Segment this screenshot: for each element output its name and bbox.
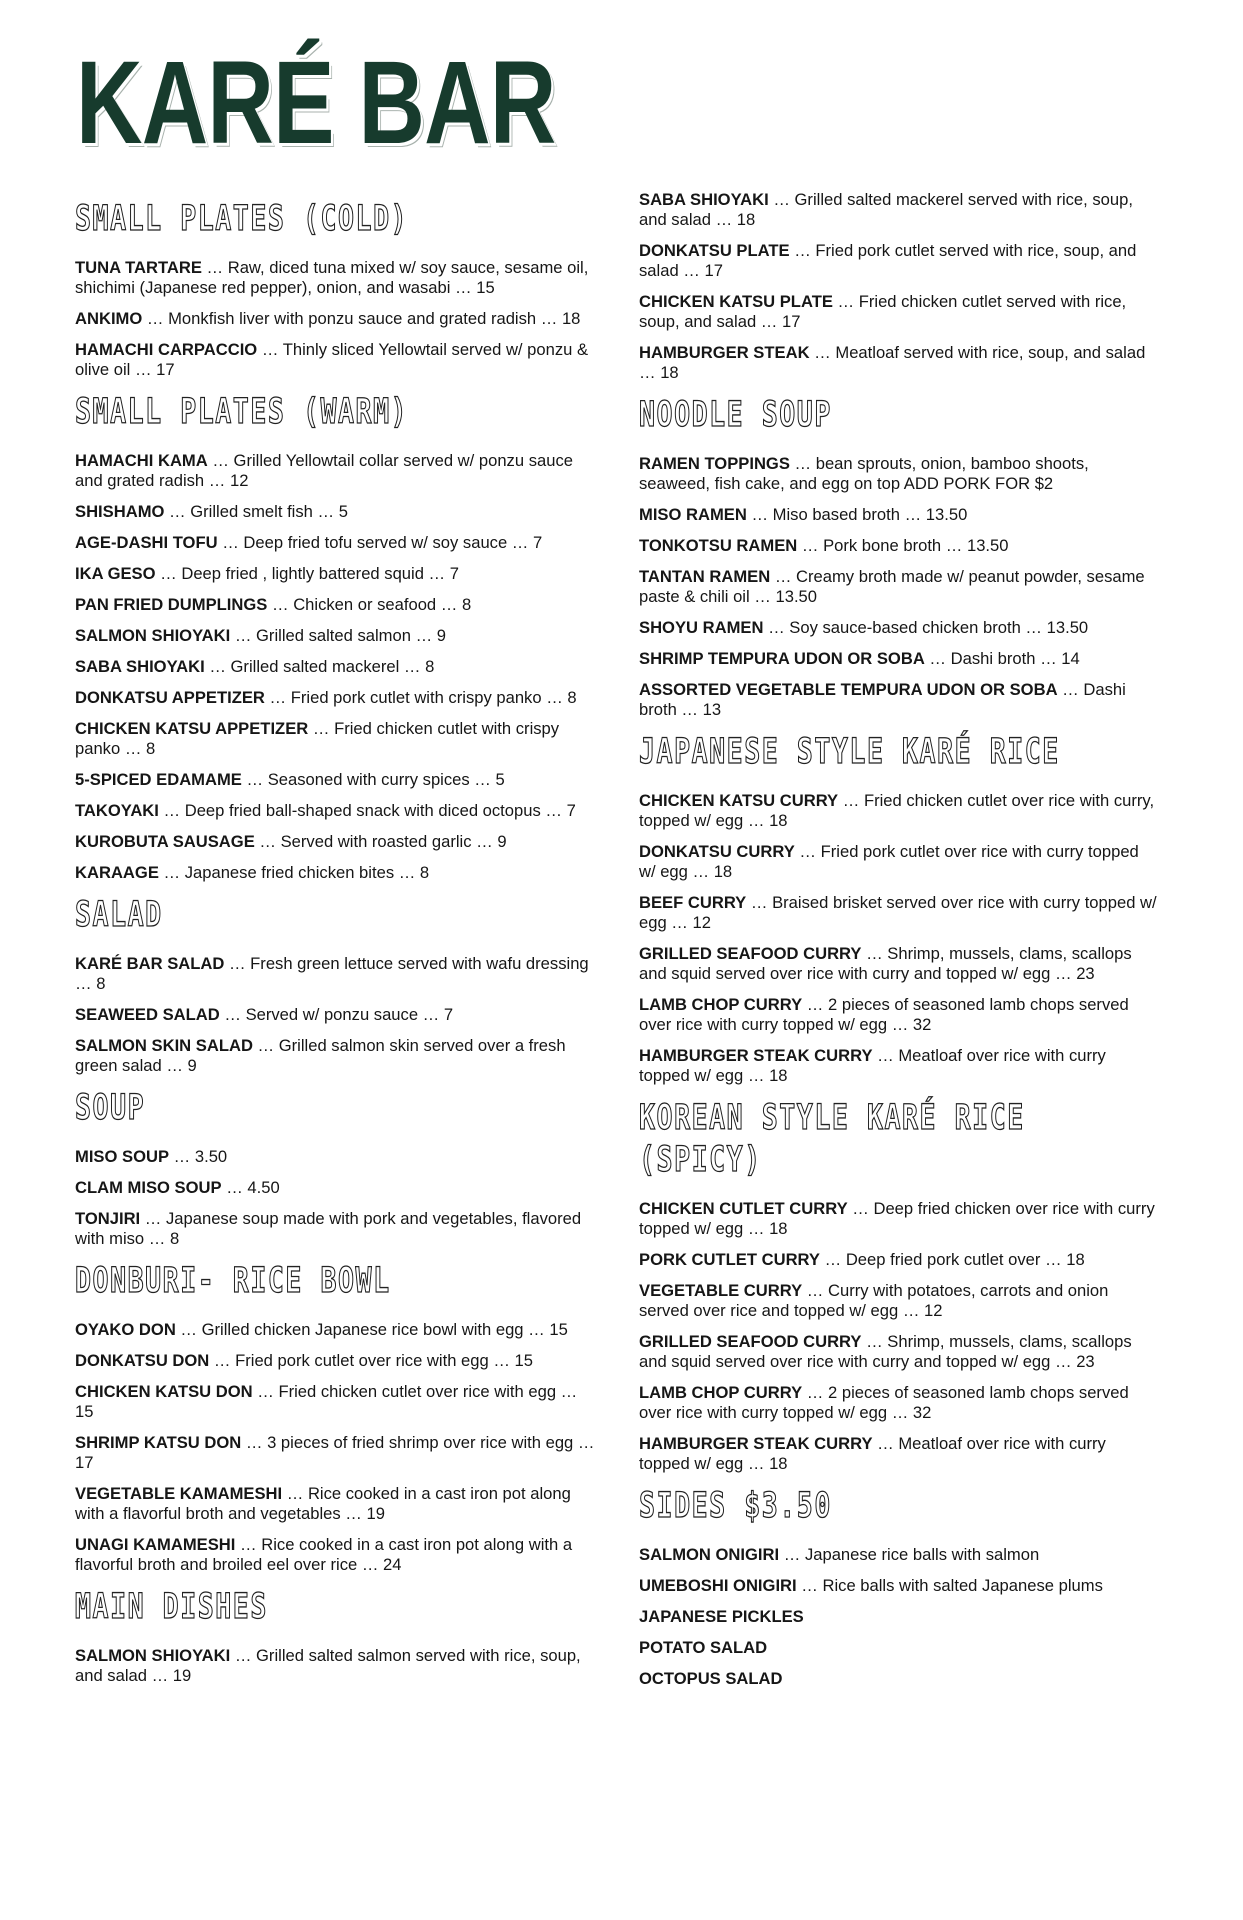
menu-item-name: CLAM MISO SOUP <box>75 1178 222 1197</box>
menu-item-name: KARÉ BAR SALAD <box>75 954 225 973</box>
menu-item-description: … Fried pork cutlet over rice with curry topped w/ egg … 18 <box>639 842 1139 881</box>
menu-item-description: … Meatloaf over rice with curry topped w/ egg … 18 <box>639 1434 1106 1473</box>
menu-item-description: … Grilled chicken Japanese rice bowl with egg … 15 <box>175 1320 568 1339</box>
section-heading-korean-style-kar-rice-spicy: KOREAN STYLE KARÉ RICE (SPICY) <box>639 1098 1025 1180</box>
menu-item-description: … Deep fried , lightly battered squid … 7 <box>155 564 459 583</box>
left-column <box>75 198 595 1697</box>
menu-item-description: … 2 pieces of seasoned lamb chops served over rice with curry topped w/ egg … 32 <box>639 995 1129 1034</box>
menu-item-description: … Deep fried pork cutlet over … 18 <box>820 1250 1085 1269</box>
menu-item-description: … Deep fried chicken over rice with curry topped w/ egg … 18 <box>639 1199 1155 1238</box>
menu-item-description: … Fried chicken cutlet served with rice, soup, and salad … 17 <box>639 292 1127 331</box>
menu-item <box>75 1646 595 1686</box>
menu-item-name: HAMACHI KAMA <box>75 451 208 470</box>
menu-item-name: SALMON SHIOYAKI <box>75 626 231 645</box>
menu-item <box>639 1545 1159 1565</box>
menu-item-description: … Grilled Yellowtail collar served w/ ponzu sauce and grated radish … 12 <box>75 451 573 490</box>
menu-item-name: AGE-DASHI TOFU <box>75 533 218 552</box>
menu-item-description: … Pork bone broth … 13.50 <box>797 536 1009 555</box>
menu-item <box>639 842 1159 882</box>
menu-item-description: … Deep fried tofu served w/ soy sauce … 7 <box>217 533 543 552</box>
menu-item-name: HAMACHI CARPACCIO <box>75 340 258 359</box>
menu-item-name: SHRIMP TEMPURA UDON OR SOBA <box>639 649 925 668</box>
menu-item-name: UNAGI KAMAMESHI <box>75 1535 236 1554</box>
menu-item <box>639 292 1159 332</box>
menu-item-name: HAMBURGER STEAK CURRY <box>639 1434 873 1453</box>
menu-item-description: … Fresh green lettuce served with wafu dressing … 8 <box>75 954 589 993</box>
menu-item <box>75 1320 595 1340</box>
menu-item-name: DONKATSU DON <box>75 1351 210 1370</box>
menu-item-name: TONKOTSU RAMEN <box>639 536 798 555</box>
menu-item-description: … Grilled smelt fish … 5 <box>164 502 348 521</box>
menu-item <box>75 1382 595 1422</box>
menu-item-name: CHICKEN KATSU CURRY <box>639 791 839 810</box>
menu-item-description: … Dashi broth … 14 <box>924 649 1080 668</box>
menu-item <box>639 567 1159 607</box>
menu-item-name: SEAWEED SALAD <box>75 1005 220 1024</box>
menu-item <box>639 995 1159 1035</box>
menu-item-description: … 4.50 <box>221 1178 280 1197</box>
menu-item-name: VEGETABLE CURRY <box>639 1281 803 1300</box>
menu-item <box>639 1281 1159 1321</box>
section-heading-soup: SOUP <box>75 1088 146 1128</box>
menu-item <box>639 618 1159 638</box>
menu-item-name: SABA SHIOYAKI <box>75 657 205 676</box>
menu-item <box>639 241 1159 281</box>
menu-item <box>639 1669 1159 1689</box>
menu-item <box>75 954 595 994</box>
menu-item-name: SALMON ONIGIRI <box>639 1545 780 1564</box>
menu-item-name: 5-SPICED EDAMAME <box>75 770 242 789</box>
menu-item-name: ASSORTED VEGETABLE TEMPURA UDON OR SOBA <box>639 680 1058 699</box>
menu-item <box>639 1638 1159 1658</box>
menu-item <box>75 1433 595 1473</box>
menu-item-description: … 3.50 <box>169 1147 228 1166</box>
menu-item-name: PORK CUTLET CURRY <box>639 1250 820 1269</box>
menu-item-name: SABA SHIOYAKI <box>639 190 769 209</box>
menu-item-description: … Fried chicken cutlet with crispy panko … 8 <box>75 719 560 758</box>
right-column <box>639 190 1159 1700</box>
menu-item-description: … 3 pieces of fried shrimp over rice with egg … 17 <box>75 1433 595 1472</box>
menu-item <box>639 944 1159 984</box>
menu-item-name: SHISHAMO <box>75 502 165 521</box>
menu-item-description: … Grilled salted salmon … 9 <box>230 626 447 645</box>
section-heading-sides-3-50: SIDES $3.50 <box>639 1486 832 1526</box>
menu-item-description: … Japanese fried chicken bites … 8 <box>158 863 430 882</box>
section-heading-japanese-style-kar-rice: JAPANESE STYLE KARÉ RICE <box>639 732 1060 772</box>
menu-item-description: … Rice balls with salted Japanese plums <box>796 1576 1103 1595</box>
menu-item-name: SHRIMP KATSU DON <box>75 1433 242 1452</box>
menu-item <box>75 564 595 584</box>
menu-item <box>639 536 1159 556</box>
section-heading-small-plates-warm: SMALL PLATES (WARM) <box>75 392 409 432</box>
menu-item <box>75 801 595 821</box>
menu-item-description: … Miso based broth … 13.50 <box>746 505 968 524</box>
menu-item <box>75 258 595 298</box>
menu-item-description: … Shrimp, mussels, clams, scallops and squid served over rice with curry and topped w/ egg … 23 <box>639 1332 1132 1371</box>
menu-item <box>75 533 595 553</box>
menu-item-description: … bean sprouts, onion, bamboo shoots, seaweed, fish cake, and egg on top ADD PORK FOR $2 <box>639 454 1089 493</box>
menu-item-name: DONKATSU APPETIZER <box>75 688 265 707</box>
menu-item-description: … Creamy broth made w/ peanut powder, sesame paste & chili oil … 13.50 <box>639 567 1145 606</box>
menu-item-name: BEEF CURRY <box>639 893 747 912</box>
menu-item <box>75 1178 595 1198</box>
menu-item-description: … Shrimp, mussels, clams, scallops and squid served over rice with curry and topped w/ egg … 23 <box>639 944 1132 983</box>
menu-item-name: LAMB CHOP CURRY <box>639 1383 803 1402</box>
menu-item-description: … Fried chicken cutlet over rice with egg … 15 <box>75 1382 578 1421</box>
menu-item <box>75 626 595 646</box>
menu-item-description: … Raw, diced tuna mixed w/ soy sauce, sesame oil, shichimi (Japanese red pepper), onion, and wasabi … 15 <box>75 258 589 297</box>
menu-item-description: … Meatloaf over rice with curry topped w/ egg … 18 <box>639 1046 1106 1085</box>
menu-item-name: MISO RAMEN <box>639 505 747 524</box>
menu-item-description: … Fried pork cutlet served with rice, soup, and salad … 17 <box>639 241 1137 280</box>
menu-item-name: SALMON SHIOYAKI <box>75 1646 231 1665</box>
menu-item-name: DONKATSU CURRY <box>639 842 795 861</box>
menu-item-name: RAMEN TOPPINGS <box>639 454 790 473</box>
menu-item-description: … Grilled salmon skin served over a fresh green salad … 9 <box>75 1036 566 1075</box>
section-heading-salad: SALAD <box>75 895 163 935</box>
menu-item <box>639 1199 1159 1239</box>
menu-item <box>639 1576 1159 1596</box>
menu-item-name: GRILLED SEAFOOD CURRY <box>639 1332 862 1351</box>
menu-item-description: … Grilled salted mackerel … 8 <box>204 657 435 676</box>
menu-item <box>639 1332 1159 1372</box>
menu-item-description: … Japanese soup made with pork and vegetables, flavored with miso … 8 <box>75 1209 582 1248</box>
menu-item-description: … Thinly sliced Yellowtail served w/ ponzu & olive oil … 17 <box>75 340 589 379</box>
menu-item-description: … Rice cooked in a cast iron pot along with a flavorful broth and broiled eel over rice … 24 <box>75 1535 573 1574</box>
menu-item-name: CHICKEN KATSU DON <box>75 1382 253 1401</box>
menu-item-name: KARAAGE <box>75 863 159 882</box>
menu-item-description: … Rice cooked in a cast iron pot along with a flavorful broth and vegetables … 19 <box>75 1484 571 1523</box>
menu-item <box>639 649 1159 669</box>
menu-item <box>639 1046 1159 1086</box>
menu-item-description: … Fried pork cutlet over rice with egg … 15 <box>209 1351 533 1370</box>
menu-item-name: TAKOYAKI <box>75 801 159 820</box>
menu-item-name: MISO SOUP <box>75 1147 170 1166</box>
menu-item <box>639 1383 1159 1423</box>
menu-item-description: … Monkfish liver with ponzu sauce and grated radish … 18 <box>142 309 581 328</box>
menu-item-name: UMEBOSHI ONIGIRI <box>639 1576 797 1595</box>
menu-item-name: CHICKEN KATSU PLATE <box>639 292 833 311</box>
menu-item-description: … Fried pork cutlet with crispy panko … 8 <box>264 688 577 707</box>
menu-item <box>75 688 595 708</box>
menu-item-description: … 2 pieces of seasoned lamb chops served over rice with curry topped w/ egg … 32 <box>639 1383 1129 1422</box>
menu-item <box>75 1484 595 1524</box>
menu-item <box>75 451 595 491</box>
menu-item-name: VEGETABLE KAMAMESHI <box>75 1484 283 1503</box>
menu-item-description: … Served w/ ponzu sauce … 7 <box>219 1005 454 1024</box>
menu-item <box>639 1607 1159 1627</box>
menu-item <box>75 1005 595 1025</box>
menu-item-description: … Grilled salted mackerel served with rice, soup, and salad … 18 <box>639 190 1133 229</box>
menu-item <box>639 1250 1159 1270</box>
menu-item-description: … Dashi broth … 13 <box>639 680 1126 719</box>
menu-item-name: OYAKO DON <box>75 1320 176 1339</box>
menu-item <box>639 505 1159 525</box>
menu-item-description: … Deep fried ball-shaped snack with diced octopus … 7 <box>158 801 576 820</box>
menu-item-description: … Served with roasted garlic … 9 <box>254 832 507 851</box>
menu-item <box>75 309 595 329</box>
menu-item <box>639 190 1159 230</box>
section-heading-donburi-rice-bowl: DONBURI- RICE BOWL <box>75 1261 391 1301</box>
menu-item-description: … Grilled salted salmon served with rice, soup, and salad … 19 <box>75 1646 581 1685</box>
menu-item-name: JAPANESE PICKLES <box>639 1607 804 1626</box>
menu-item-name: DONKATSU PLATE <box>639 241 790 260</box>
menu-item-name: SHOYU RAMEN <box>639 618 764 637</box>
section-heading-noodle-soup: NOODLE SOUP <box>639 395 832 435</box>
menu-item <box>639 791 1159 831</box>
menu-item-description: … Meatloaf served with rice, soup, and salad … 18 <box>639 343 1146 382</box>
menu-item <box>75 1351 595 1371</box>
menu-item-name: TONJIRI <box>75 1209 141 1228</box>
menu-item-name: SALMON SKIN SALAD <box>75 1036 253 1055</box>
menu-item-name: IKA GESO <box>75 564 156 583</box>
menu-item <box>75 657 595 677</box>
menu-item-name: TANTAN RAMEN <box>639 567 771 586</box>
menu-item <box>639 893 1159 933</box>
menu-item <box>75 1209 595 1249</box>
menu-item <box>639 454 1159 494</box>
menu-item-description: … Braised brisket served over rice with curry topped w/ egg … 12 <box>639 893 1157 932</box>
menu-item-description: … Japanese rice balls with salmon <box>779 1545 1040 1564</box>
menu-item <box>75 719 595 759</box>
menu-item <box>75 832 595 852</box>
menu-item <box>75 1535 595 1575</box>
menu-item-name: KUROBUTA SAUSAGE <box>75 832 255 851</box>
menu-item-name: OCTOPUS SALAD <box>639 1669 783 1688</box>
menu-item-name: CHICKEN KATSU APPETIZER <box>75 719 309 738</box>
section-heading-small-plates-cold: SMALL PLATES (COLD) <box>75 199 409 239</box>
menu-item-name: POTATO SALAD <box>639 1638 768 1657</box>
menu-item <box>75 770 595 790</box>
menu-item-description: … Fried chicken cutlet over rice with curry, topped w/ egg … 18 <box>639 791 1155 830</box>
menu-item <box>75 1036 595 1076</box>
menu-item <box>639 680 1159 720</box>
menu-item-description: … Chicken or seafood … 8 <box>267 595 472 614</box>
section-heading-main-dishes: MAIN DISHES <box>75 1587 268 1627</box>
menu-item-name: GRILLED SEAFOOD CURRY <box>639 944 862 963</box>
menu-item <box>75 595 595 615</box>
menu-item-description: … Seasoned with curry spices … 5 <box>241 770 505 789</box>
menu-item-name: PAN FRIED DUMPLINGS <box>75 595 268 614</box>
menu-item-name: ANKIMO <box>75 309 143 328</box>
menu-item <box>75 502 595 522</box>
menu-item <box>639 343 1159 383</box>
menu-item <box>639 1434 1159 1474</box>
menu-item-name: CHICKEN CUTLET CURRY <box>639 1199 848 1218</box>
menu-item-name: HAMBURGER STEAK <box>639 343 810 362</box>
menu-item-description: … Soy sauce-based chicken broth … 13.50 <box>763 618 1089 637</box>
menu-item <box>75 1147 595 1167</box>
menu-item <box>75 340 595 380</box>
menu-item-name: LAMB CHOP CURRY <box>639 995 803 1014</box>
menu-item <box>75 863 595 883</box>
menu-item-name: HAMBURGER STEAK CURRY <box>639 1046 873 1065</box>
menu-item-name: TUNA TARTARE <box>75 258 202 277</box>
menu-title: KARÉ BAR <box>76 37 556 169</box>
menu-item-description: … Curry with potatoes, carrots and onion served over rice and topped w/ egg … 12 <box>639 1281 1109 1320</box>
